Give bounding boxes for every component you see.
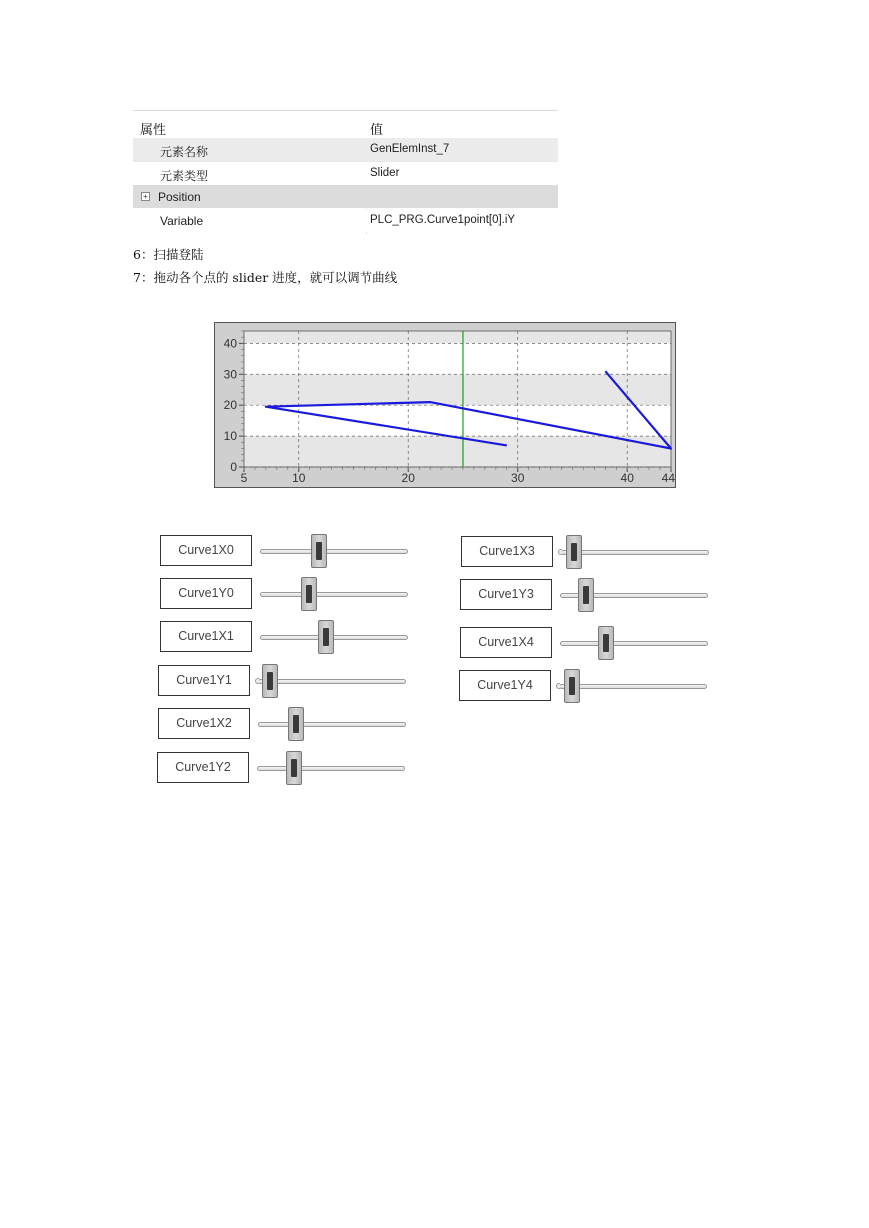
slider-label-curve1y4: Curve1Y4	[459, 670, 551, 701]
slider-label-curve1y3: Curve1Y3	[460, 579, 552, 610]
slider-label-curve1x3: Curve1X3	[461, 536, 553, 567]
slider-label-curve1x0: Curve1X0	[160, 535, 252, 566]
slider-track-curve1y4[interactable]	[559, 684, 707, 689]
property-row-variable[interactable]	[133, 209, 558, 232]
x-tick-label: 10	[292, 471, 306, 485]
slider-track-curve1x4[interactable]	[560, 641, 708, 646]
slider-thumb-curve1x2[interactable]	[288, 707, 304, 741]
slider-track-curve1y1[interactable]	[258, 679, 406, 684]
header-value: 值	[370, 122, 384, 137]
step-6-text: 6：扫描登陆	[133, 247, 204, 262]
x-tick-label: 5	[240, 471, 248, 485]
y-tick-label: 20	[223, 398, 237, 413]
property-value[interactable]: Slider	[370, 167, 400, 179]
slider-track-curve1x0[interactable]	[260, 549, 408, 554]
property-grid	[133, 110, 558, 234]
slider-track-curve1x2[interactable]	[258, 722, 406, 727]
plot-band	[244, 374, 671, 405]
trend-chart	[214, 322, 676, 488]
property-name: Position	[158, 190, 201, 204]
slider-track-curve1y2[interactable]	[257, 766, 405, 771]
y-tick-label: 10	[223, 429, 237, 444]
property-value[interactable]: PLC_PRG.Curve1point[0].iY	[370, 214, 516, 226]
x-tick-label: 44	[661, 471, 675, 485]
header-property: 属性	[140, 122, 167, 137]
y-tick-label: 30	[223, 367, 237, 382]
y-tick-label: 40	[223, 336, 237, 351]
slider-track-curve1x3[interactable]	[561, 550, 709, 555]
slider-endcap	[558, 549, 562, 555]
y-tick-label: 0	[230, 460, 237, 474]
property-name: 元素名称	[160, 145, 209, 159]
x-tick-label: 30	[511, 471, 525, 485]
slider-thumb-curve1y4[interactable]	[564, 669, 580, 703]
slider-label-curve1x4: Curve1X4	[460, 627, 552, 658]
plot-band	[244, 436, 671, 467]
slider-thumb-curve1x1[interactable]	[318, 620, 334, 654]
slider-endcap	[556, 683, 560, 689]
x-tick-label: 20	[401, 471, 415, 485]
slider-label-curve1x1: Curve1X1	[160, 621, 252, 652]
slider-thumb-curve1y3[interactable]	[578, 578, 594, 612]
property-row-element-type[interactable]	[133, 161, 558, 186]
property-grid-header	[133, 110, 558, 139]
slider-label-curve1y2: Curve1Y2	[157, 752, 249, 783]
property-row-position[interactable]	[133, 185, 558, 208]
property-name: Variable	[160, 214, 204, 228]
plot-band	[244, 331, 671, 343]
property-value[interactable]: GenElemInst_7	[370, 143, 450, 155]
x-tick-label: 40	[620, 471, 634, 485]
expand-icon[interactable]: +	[141, 192, 150, 201]
slider-label-curve1y1: Curve1Y1	[158, 665, 250, 696]
property-row-element-name[interactable]	[133, 138, 558, 161]
slider-endcap	[255, 678, 259, 684]
property-name: 元素类型	[160, 169, 209, 183]
slider-thumb-curve1x3[interactable]	[566, 535, 582, 569]
slider-thumb-curve1x4[interactable]	[598, 626, 614, 660]
step-7-text: 7：拖动各个点的 slider 进度，就可以调节曲线	[133, 270, 398, 285]
slider-thumb-curve1y1[interactable]	[262, 664, 278, 698]
slider-thumb-curve1y2[interactable]	[286, 751, 302, 785]
trend-chart-svg	[215, 323, 675, 487]
slider-track-curve1y0[interactable]	[260, 592, 408, 597]
slider-label-curve1y0: Curve1Y0	[160, 578, 252, 609]
slider-thumb-curve1x0[interactable]	[311, 534, 327, 568]
slider-label-curve1x2: Curve1X2	[158, 708, 250, 739]
slider-thumb-curve1y0[interactable]	[301, 577, 317, 611]
